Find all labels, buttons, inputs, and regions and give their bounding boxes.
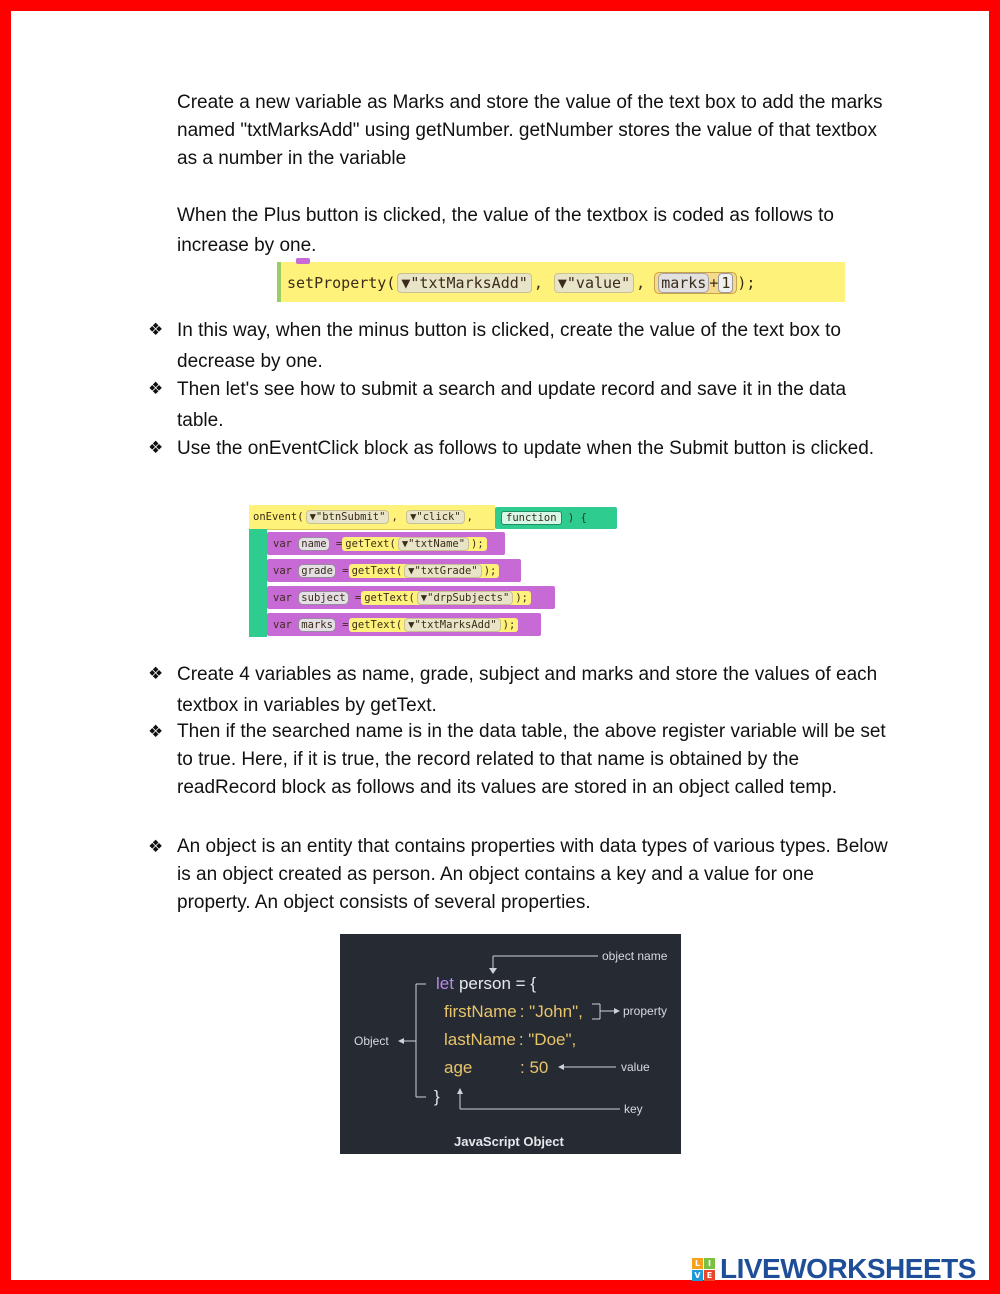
code-lastname-line: [444, 1030, 576, 1049]
code-val-age: : 50: [520, 1058, 549, 1077]
paragraph-plus-button: When the Plus button is clicked, the value of the textbox is coded as follows to increase by one.: [177, 205, 834, 256]
code-arg: ▼"txtName": [398, 537, 469, 551]
code-end: );: [515, 592, 528, 604]
code-val-john: : "John",: [519, 1002, 583, 1021]
logo-cell: L: [692, 1258, 703, 1269]
code-call-func: getText(: [345, 538, 396, 550]
code-call: [349, 618, 519, 632]
bullet-icon: ❖: [148, 379, 164, 399]
code-plus: +: [709, 274, 719, 292]
code-end: );: [737, 274, 756, 292]
code-var-marks: marks: [298, 618, 336, 632]
code-function: function: [501, 511, 562, 525]
bullet-icon: ❖: [148, 722, 164, 742]
label-object-name: object name: [602, 949, 668, 963]
code-arg: ▼"drpSubjects": [417, 591, 514, 605]
code-arg-value: ▼"value": [554, 273, 634, 293]
bullet-icon: ❖: [148, 837, 164, 857]
code-row-name: [267, 532, 505, 555]
bullet-text: Use the onEventClick block as follows to update when the Submit button is clicked.: [177, 438, 875, 459]
code-number: 1: [718, 273, 733, 293]
code-arg-txtmarksadd: ▼"txtMarksAdd": [397, 273, 531, 293]
code-keyword: var: [273, 592, 292, 604]
label-key: key: [624, 1102, 643, 1116]
code-fn-end: ) {: [567, 512, 587, 524]
label-object: Object: [354, 1034, 389, 1048]
logo-cell: I: [704, 1258, 715, 1269]
code-person: person = {: [458, 974, 536, 993]
code-call: [349, 564, 500, 578]
code-let-line: [436, 974, 536, 993]
code-keyword: var: [273, 619, 292, 631]
code-end: );: [483, 565, 497, 577]
code-end: );: [471, 538, 484, 550]
logo-cell: E: [704, 1270, 715, 1281]
code-eq: =: [342, 565, 349, 577]
code-func: onEvent(: [253, 511, 304, 523]
bullet-text: An object is an entity that contains properties with data types of various types. Below is an object created as person. An object contains a key and a value for one property. An object consists of several properties.: [177, 836, 888, 913]
code-arg: ▼"txtGrade": [404, 564, 482, 578]
logo-cell: V: [692, 1270, 703, 1281]
code-var-marks: marks: [658, 273, 709, 293]
code-end: );: [502, 619, 516, 631]
logo-icon: [692, 1258, 716, 1282]
code-block-onevent: [249, 505, 619, 637]
code-sep: ,: [391, 511, 398, 523]
code-let: let: [436, 974, 454, 993]
code-eq: =: [335, 538, 343, 550]
label-value: value: [621, 1060, 650, 1074]
code-var-subject: subject: [298, 591, 348, 605]
label-property: property: [623, 1004, 668, 1018]
paragraph-marks-variable: Create a new variable as Marks and store the value of the text box to add the marks named "txtMarksAdd" using getNumber. getNumber stores the value of that textbox as a number in the variable: [177, 92, 883, 169]
block-connector: [296, 258, 310, 264]
bullet-text: In this way, when the minus button is clicked, create the value of the text box to decrease by one.: [177, 320, 841, 372]
code-expression: [654, 272, 737, 294]
onevent-header: [249, 505, 495, 530]
javascript-object-diagram: [340, 934, 681, 1154]
code-eq: =: [354, 592, 362, 604]
code-key-firstname: firstName: [444, 1002, 517, 1021]
code-row-subject: [267, 586, 555, 609]
code-call: [361, 591, 531, 605]
code-sep: ,: [636, 274, 646, 292]
code-row-grade: [267, 559, 521, 582]
code-block-setproperty: [277, 262, 845, 302]
code-arg-btnsubmit: ▼"btnSubmit": [306, 510, 390, 524]
code-var-grade: grade: [298, 564, 336, 578]
onevent-body-side: [249, 529, 267, 637]
code-firstname-line: [444, 1002, 583, 1021]
bullet-icon: ❖: [148, 438, 164, 458]
bullet-text: Create 4 variables as name, grade, subject and marks and store the values of each textbox in variables by getText.: [177, 664, 878, 716]
code-key-lastname: lastName: [444, 1030, 516, 1049]
code-arg: ▼"txtMarksAdd": [404, 618, 501, 632]
code-keyword: var: [273, 538, 292, 550]
bullet-text: Then let's see how to submit a search and update record and save it in the data table.: [177, 379, 847, 431]
code-call: [342, 537, 486, 551]
code-row-marks: [267, 613, 541, 636]
logo-text: LIVEWORKSHEETS: [720, 1253, 976, 1284]
code-close-brace: }: [434, 1087, 440, 1106]
diagram-caption: JavaScript Object: [454, 1134, 564, 1149]
code-var-name: name: [298, 537, 329, 551]
code-keyword: var: [273, 565, 292, 577]
bullet-icon: ❖: [148, 320, 164, 340]
code-sep: ,: [466, 511, 473, 523]
code-sep: ,: [533, 274, 543, 292]
code-func: setProperty(: [287, 274, 396, 292]
bullet-icon: ❖: [148, 664, 164, 684]
code-val-doe: : "Doe",: [518, 1030, 577, 1049]
bullet-text: Then if the searched name is in the data table, the above register variable will be set to true. Here, if it is true, the record related to that name is obtained by the readRecord block as follows and its values are stored in an object called temp.: [177, 721, 886, 798]
code-call-func: getText(: [351, 565, 403, 577]
code-call-func: getText(: [364, 592, 415, 604]
function-block: [495, 507, 617, 529]
code-arg-click: ▼"click": [406, 510, 465, 524]
code-key-age: age: [444, 1058, 473, 1077]
code-call-func: getText(: [351, 619, 403, 631]
code-eq: =: [342, 619, 349, 631]
